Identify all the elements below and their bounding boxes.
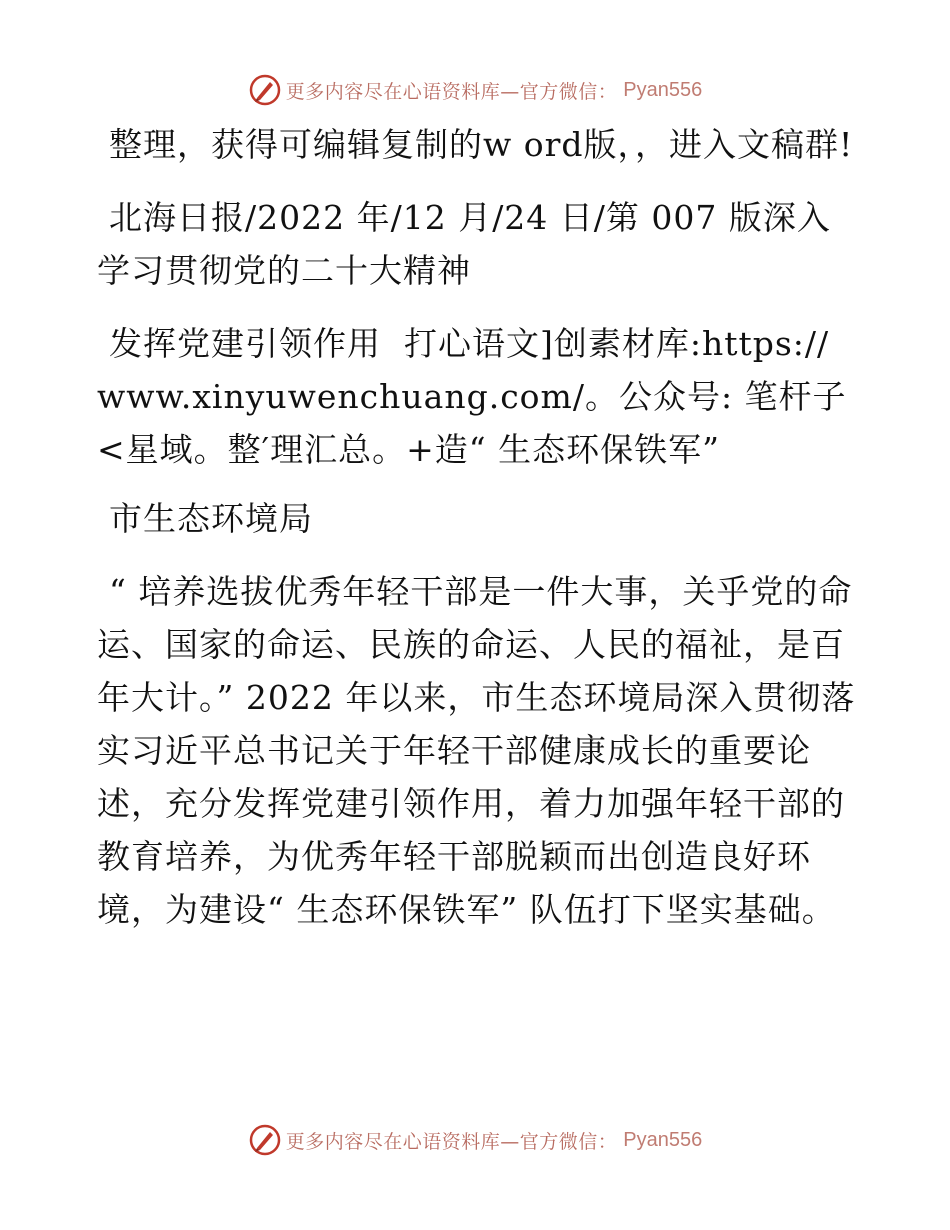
quill-logo-icon <box>248 1123 282 1157</box>
quill-logo-icon <box>248 73 282 107</box>
paragraph-source: 北海日报/2022 年/12 月/24 日/第 007 版深入学习贯彻党的二十大精神 <box>97 198 831 290</box>
watermark-wechat-id: Pyan556 <box>623 78 703 101</box>
paragraph-intro: 整理，获得可编辑复制的w ord版，，进入文稿群! <box>109 125 854 164</box>
watermark-text: 更多内容尽在心语资料库—官方微信： <box>285 1130 618 1153</box>
header-watermark <box>0 70 950 110</box>
footer-watermark <box>0 1120 950 1160</box>
document-body <box>97 118 857 956</box>
watermark-wechat-id: Pyan556 <box>623 1128 703 1151</box>
paragraph-body: “ 培养选拔优秀年轻干部是一件大事，关乎党的命运、国家的命运、民族的命运、人民的福祉，是百年大计。” 2022 年以来，市生态环境局深入贯彻落实习近平总书记关于年轻干部健康成长的重要论述，充分发挥党建引领作用，着力加强年轻干部的教育培养，为优秀年轻干部脱颖而出创造良好环境，为建设“ 生态环保铁军” 队伍打下坚实基础。 <box>97 572 856 929</box>
watermark-text: 更多内容尽在心语资料库—官方微信： <box>285 80 618 103</box>
paragraph-headline: 发挥党建引领作用 打心语文]创素材库:https://www.xinyuwenchuang.com/。公众号: 笔杆子<星域。整′理汇总。+造“ 生态环保铁军” <box>97 324 847 469</box>
paragraph-author: 市生态环境局 <box>109 499 313 538</box>
